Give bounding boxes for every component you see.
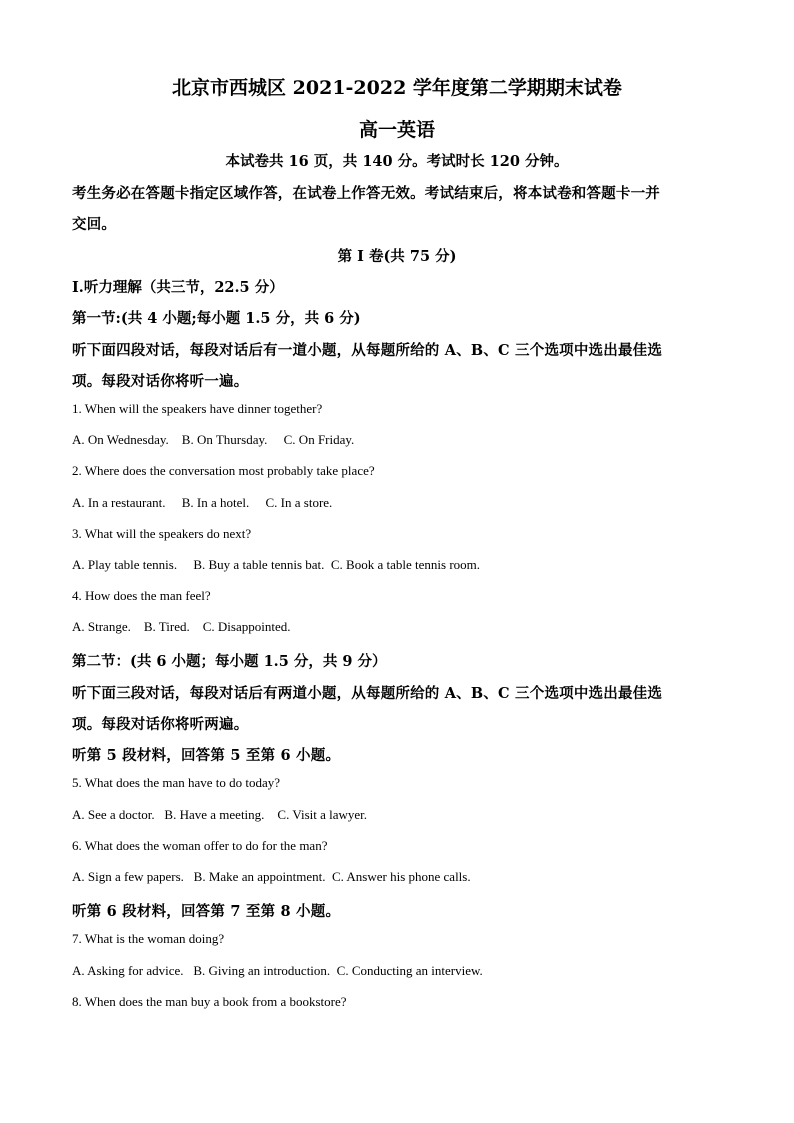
option-b: B. Buy a table tennis bat. xyxy=(193,557,325,572)
option-b: B. Make an appointment. xyxy=(193,869,326,884)
option-a: A. Asking for advice. xyxy=(72,963,184,978)
question-stem: 7. What is the woman doing? xyxy=(72,931,225,946)
option-a: A. Play table tennis. xyxy=(72,557,178,572)
option-a: A. Sign a few papers. xyxy=(72,869,184,884)
section2-instruction-line-1: 听下面三段对话，每段对话后有两道小题，从每题所给的 A、B、C 三个选项中选出最佳选 xyxy=(72,685,663,702)
question-stem: 8. When does the man buy a book from a bookstore? xyxy=(72,994,347,1009)
option-c: C. On Friday. xyxy=(283,432,355,447)
option-b: B. Have a meeting. xyxy=(164,807,265,822)
question-stem: 5. What does the man have to do today? xyxy=(72,775,281,790)
option-a: A. See a doctor. xyxy=(72,807,155,822)
option-c: C. Visit a lawyer. xyxy=(277,807,368,822)
section1-instruction-line-2: 项。每段对话你将听一遍。 xyxy=(72,373,249,390)
part1-heading: Ⅰ.听力理解（共三节，22.5 分） xyxy=(72,279,284,296)
question-options xyxy=(72,963,483,979)
option-c: C. In a store. xyxy=(265,495,333,510)
question-stem: 6. What does the woman offer to do for the man? xyxy=(72,838,328,853)
option-b: B. Tired. xyxy=(143,619,190,634)
exam-title: 北京市西城区 2021-2022 学年度第二学期期末试卷 xyxy=(172,77,622,99)
question-options xyxy=(72,869,471,885)
exam-subtitle: 高一英语 xyxy=(358,119,435,141)
section1-instruction-line-1: 听下面四段对话，每段对话后有一道小题，从每题所给的 A、B、C 三个选项中选出最佳选 xyxy=(72,342,663,359)
option-b: B. Giving an introduction. xyxy=(193,963,331,978)
section1-heading: 第一节:(共 4 小题;每小题 1.5 分，共 6 分) xyxy=(72,310,361,327)
notice-line-2: 交回。 xyxy=(72,216,117,233)
question-options xyxy=(72,807,367,823)
option-a: A. In a restaurant. xyxy=(72,495,166,510)
question-options xyxy=(72,432,354,448)
option-c: C. Disappointed. xyxy=(202,619,291,634)
notice-line-1: 考生务必在答题卡指定区域作答，在试卷上作答无效。考试结束后，将本试卷和答题卡一并 xyxy=(72,185,660,202)
material-5-heading: 听第 5 段材料，回答第 5 至第 6 小题。 xyxy=(72,747,341,764)
question-stem: 4. How does the man feel? xyxy=(72,588,211,603)
volume-label: 第 I 卷(共 75 分) xyxy=(337,248,457,265)
question-stem: 2. Where does the conversation most probably take place? xyxy=(72,463,375,478)
question-options xyxy=(72,557,480,573)
material-6-heading: 听第 6 段材料，回答第 7 至第 8 小题。 xyxy=(72,903,341,920)
question-stem: 1. When will the speakers have dinner together? xyxy=(72,401,323,416)
exam-info: 本试卷共 16 页，共 140 分。考试时长 120 分钟。 xyxy=(225,153,569,170)
option-a: A. Strange. xyxy=(72,619,131,634)
question-options xyxy=(72,495,332,511)
option-c: C. Book a table tennis room. xyxy=(330,557,481,572)
option-b: B. On Thursday. xyxy=(181,432,268,447)
option-c: C. Answer his phone calls. xyxy=(331,869,471,884)
option-b: B. In a hotel. xyxy=(181,495,250,510)
section2-instruction-line-2: 项。每段对话你将听两遍。 xyxy=(72,716,249,733)
question-options xyxy=(72,619,291,635)
question-stem: 3. What will the speakers do next? xyxy=(72,526,252,541)
section2-heading: 第二节：(共 6 小题；每小题 1.5 分，共 9 分） xyxy=(72,653,387,670)
option-c: C. Conducting an interview. xyxy=(336,963,483,978)
option-a: A. On Wednesday. xyxy=(72,432,169,447)
